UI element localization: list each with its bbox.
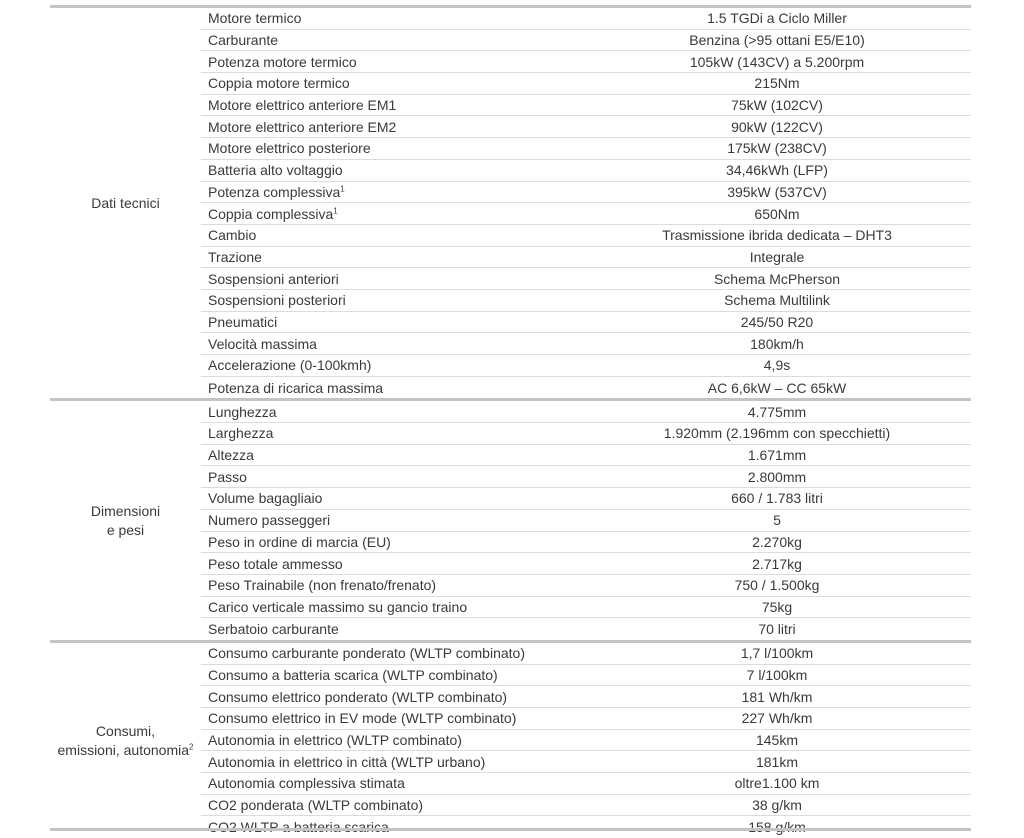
row-label: Lunghezza — [208, 403, 277, 420]
table-row — [201, 377, 971, 399]
row-value: 750 / 1.500kg — [734, 577, 820, 594]
table-row — [201, 553, 971, 575]
row-label: Altezza — [208, 447, 254, 464]
row-value: 105kW (143CV) a 5.200rpm — [689, 53, 865, 70]
row-label: Consumo a batteria scarica (WLTP combinato) — [208, 666, 498, 683]
row-value: 2.717kg — [752, 555, 802, 572]
table-row — [201, 290, 971, 312]
table-row — [201, 138, 971, 160]
row-label: Consumo carburante ponderato (WLTP combinato) — [208, 645, 525, 662]
footnote-ref: 1 — [333, 205, 338, 215]
row-value: 75kg — [761, 598, 793, 615]
table-row — [201, 773, 971, 795]
row-value: 70 litri — [758, 621, 796, 638]
row-label: Carico verticale massimo su gancio traino — [208, 598, 468, 615]
section-label-line: e pesi — [106, 521, 145, 538]
row-label: Autonomia in elettrico (WLTP combinato) — [208, 732, 462, 749]
row-value: 181 Wh/km — [741, 688, 813, 705]
row-value: 660 / 1.783 litri — [731, 490, 823, 507]
table-row — [201, 575, 971, 597]
row-value: 650Nm — [754, 205, 800, 222]
section-rows — [201, 8, 971, 398]
row-label: Potenza motore termico — [208, 53, 357, 70]
table-row — [201, 466, 971, 488]
row-value: 1.920mm (2.196mm con specchietti) — [663, 425, 891, 442]
row-value: 2.270kg — [752, 533, 802, 550]
row-value: 34,46kWh (LFP) — [726, 162, 828, 179]
table-row — [201, 160, 971, 182]
row-value: 38 g/km — [752, 797, 802, 814]
row-value: 245/50 R20 — [740, 313, 814, 330]
section-dimensioni-pesi — [50, 398, 971, 640]
row-value: 145km — [755, 732, 799, 749]
section-dati-tecnici — [50, 5, 971, 398]
row-value: 1.5 TGDi a Ciclo Miller — [707, 10, 847, 27]
table-row — [201, 532, 971, 554]
row-label: Sospensioni posteriori — [208, 292, 346, 309]
row-label: Trazione — [208, 248, 262, 265]
row-label: Peso Trainabile (non frenato/frenato) — [208, 577, 437, 594]
row-label: Peso totale ammesso — [208, 555, 343, 572]
table-row — [201, 30, 971, 52]
row-value: 395kW (537CV) — [727, 183, 827, 200]
table-row — [201, 333, 971, 355]
table-row — [201, 95, 971, 117]
row-label: CO2 ponderata (WLTP combinato) — [208, 797, 424, 814]
row-value: Integrale — [749, 248, 805, 265]
row-value: 2.800mm — [747, 468, 807, 485]
row-label: Pneumatici — [208, 313, 278, 330]
section-rows — [201, 401, 971, 640]
section-consumi-emissioni — [50, 640, 971, 838]
row-label: Motore elettrico anteriore EM1 — [208, 97, 397, 114]
row-value: 1,7 l/100km — [740, 645, 814, 662]
table-row — [201, 225, 971, 247]
table-row — [201, 116, 971, 138]
table-row — [201, 665, 971, 687]
table-row — [201, 247, 971, 269]
row-value: oltre1.100 km — [734, 775, 820, 792]
table-row — [201, 643, 971, 665]
row-label: Autonomia complessiva stimata — [208, 775, 405, 792]
row-value: 1.671mm — [747, 447, 807, 464]
row-value: 181km — [755, 753, 799, 770]
table-row — [201, 8, 971, 30]
row-label: Potenza di ricarica massima — [208, 379, 384, 396]
table-row — [201, 355, 971, 377]
row-value: Benzina (>95 ottani E5/E10) — [689, 32, 865, 49]
row-label-text: Potenza complessiva — [208, 183, 341, 200]
row-label: Passo — [208, 468, 247, 485]
row-label: Accelerazione (0-100kmh) — [208, 357, 372, 374]
row-value: Trasmissione ibrida dedicata – DHT3 — [662, 227, 892, 244]
section-label-block — [91, 502, 160, 540]
row-label: Serbatoio carburante — [208, 621, 339, 638]
row-label: Sospensioni anteriori — [208, 270, 339, 287]
row-label: Motore elettrico anteriore EM2 — [208, 118, 397, 135]
table-row — [201, 597, 971, 619]
row-value: AC 6,6kW – CC 65kW — [707, 379, 847, 396]
row-label: Carburante — [208, 32, 279, 49]
row-label: Autonomia in elettrico in città (WLTP urbano) — [208, 753, 486, 770]
row-value: 4.775mm — [747, 403, 807, 420]
row-label: Larghezza — [208, 425, 274, 442]
table-row — [201, 203, 971, 225]
section-label-line: Consumi, — [95, 722, 156, 739]
row-value: 158 g/km — [748, 819, 806, 836]
row-label-text: Coppia complessiva — [208, 205, 334, 222]
row-value: 227 Wh/km — [741, 710, 813, 727]
section-label — [50, 643, 201, 838]
footnote-ref: 2 — [189, 741, 194, 751]
table-row — [201, 510, 971, 532]
row-value: 75kW (102CV) — [731, 97, 823, 114]
table-row — [201, 618, 971, 640]
row-label: CO2 WLTP a batteria scarica — [208, 819, 389, 836]
row-value: Schema McPherson — [713, 270, 841, 287]
row-label: Motore termico — [208, 10, 302, 27]
section-label-block — [58, 722, 194, 760]
row-label: Cambio — [208, 227, 257, 244]
row-value: Schema Multilink — [724, 292, 830, 309]
table-row — [201, 401, 971, 423]
table-bottom-rule — [50, 828, 971, 831]
row-value: 5 — [773, 512, 781, 529]
table-row — [201, 268, 971, 290]
row-value: 215Nm — [754, 75, 800, 92]
row-label — [201, 184, 583, 200]
row-label: Numero passeggeri — [208, 512, 331, 529]
section-label — [50, 401, 201, 640]
row-label: Coppia motore termico — [208, 75, 350, 92]
row-label: Consumo elettrico in EV mode (WLTP combinato) — [208, 710, 517, 727]
row-value: 175kW (238CV) — [727, 140, 827, 157]
section-label — [50, 8, 201, 398]
spec-table — [50, 5, 971, 838]
row-label: Motore elettrico posteriore — [208, 140, 371, 157]
table-row — [201, 751, 971, 773]
table-row — [201, 182, 971, 204]
row-label — [201, 206, 583, 222]
section-label-line: Dimensioni — [90, 502, 161, 519]
row-label: Consumo elettrico ponderato (WLTP combinato) — [208, 688, 508, 705]
table-row — [201, 51, 971, 73]
section-label-line: emissioni, autonomia — [57, 741, 190, 758]
row-label: Volume bagagliaio — [208, 490, 323, 507]
row-value: 4,9s — [763, 357, 791, 374]
table-row — [201, 312, 971, 334]
row-label: Batteria alto voltaggio — [208, 162, 343, 179]
table-row — [201, 445, 971, 467]
footnote-ref: 1 — [340, 184, 345, 194]
section-rows — [201, 643, 971, 838]
table-row — [201, 730, 971, 752]
table-row — [201, 423, 971, 445]
row-value: 90kW (122CV) — [731, 118, 823, 135]
row-label: Velocità massima — [208, 335, 317, 352]
table-row — [201, 795, 971, 817]
row-label: Peso in ordine di marcia (EU) — [208, 533, 391, 550]
table-row — [201, 488, 971, 510]
table-row — [201, 73, 971, 95]
section-label-text: Dati tecnici — [91, 194, 160, 211]
table-row — [201, 708, 971, 730]
table-row — [201, 686, 971, 708]
row-value: 7 l/100km — [746, 666, 808, 683]
row-value: 180km/h — [750, 335, 804, 352]
